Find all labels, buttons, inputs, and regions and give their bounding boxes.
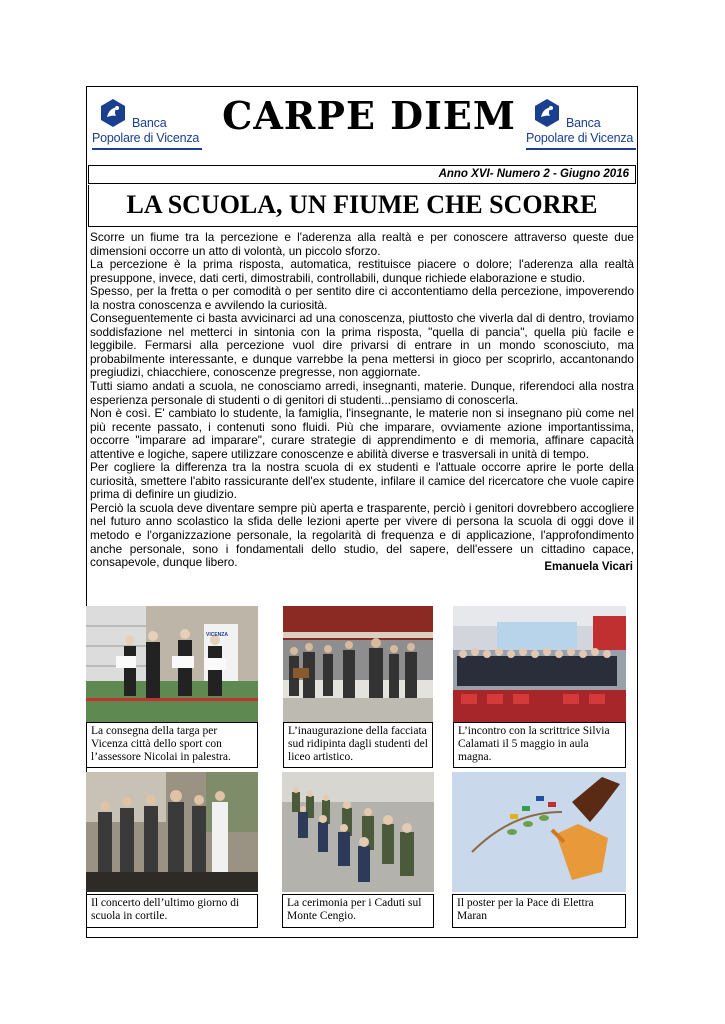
poster-text: VICENZA [206, 632, 228, 638]
issue-info: Anno XVI- Numero 2 - Giugno 2016 [88, 165, 636, 184]
newspaper-title: CARPE DIEM [222, 93, 516, 138]
photo-caption: Il poster per la Pace di Elettra Maran [452, 894, 626, 928]
logo-underline [92, 148, 202, 150]
photo-caption: L’inaugurazione della facciata sud ridipinta dagli studenti del liceo artistico. [283, 722, 433, 768]
article-author: Emanuela Vicari [544, 561, 633, 573]
article-paragraph: Per cogliere la differenza tra la nostra scuola di ex studenti e l'attuale occorre aprire le porte della curiosità, smettere l'abito rassicurante dell'ex studente, infilare il camice del ricercatore che vuole capire prima di definire un giudizio. [90, 460, 634, 502]
bank-emblem-icon [98, 98, 128, 128]
photo-facade-inauguration [283, 606, 433, 722]
photo-monte-cengio-ceremony [282, 772, 434, 892]
photo-peace-poster [452, 772, 626, 892]
photo-caption: L’incontro con la scrittrice Silvia Calamati il 5 maggio in aula magna. [453, 722, 626, 768]
logo-underline [526, 148, 636, 150]
bank-name-line2: Popolare di Vicenza [526, 131, 634, 145]
article-paragraph: Non è così. E' cambiato lo studente, la famiglia, l'insegnante, le materie non si insegnano più come nel più recente passato, i contenuti sono fluidi. Più che imparare, ovviamente azione importantissima, occorre "imparare ad imparare", curare strategie di apprendimento e di memoria, affinare capacità attentive e logiche, sapere utilizzare conoscenze e abilità diverse e trasversali in unità di tempo. [90, 406, 634, 461]
photo-writer-meeting [453, 606, 626, 722]
bank-name-line1: Banca [566, 116, 601, 130]
article-paragraph: Scorre un fiume tra la percezione e l'aderenza alla realtà e per conoscere attraverso queste due dimensioni occorre un atto di volontà, un piccolo sforzo. [90, 230, 634, 258]
bank-name-line1: Banca [132, 116, 167, 130]
article-body [90, 231, 634, 570]
bank-logo-right [526, 94, 636, 156]
article-paragraph: Conseguentemente ci basta avvicinarci ad una conoscenza, piuttosto che viverla dal di dentro, troviamo soddisfazione nel metterci in sintonia con la prima risposta, "quella di pancia", quella più facile e leggibile. Fermarsi alla percezione vuol dire privarsi di entrare in un mondo sconosciuto, ma probabilmente interessante, e dunque varrebbe la pena mettersi in gioco per scoprirlo, accantonando pregiudizi, chiacchiere, conoscenze pregresse, non aggiornate. [90, 311, 634, 380]
article-paragraph: Perciò la scuola deve diventare sempre più aperta e trasparente, perciò i genitori dovrebbero accogliere nel futuro anno scolastico la sfida delle lezioni aperte per vivere di persona la scuola di oggi dove il metodo e l'organizzazione personale, la regolarità di frequenza e di applicazione, l'approfondimento anche personale, sono i fondamentali dello studio, del sapere, dell'essere un cittadino capace, consapevole, dunque libero. [90, 500, 634, 570]
photo-caption: La consegna della targa per Vicenza città dello sport con l’assessore Nicolai in palestra. [86, 722, 258, 768]
article-headline: LA SCUOLA, UN FIUME CHE SCORRE [126, 190, 598, 219]
photo-caption: La cerimonia per i Caduti sul Monte Cengio. [282, 894, 434, 928]
article-paragraph: Tutti siamo andati a scuola, ne conosciamo arredi, insegnanti, materie. Dunque, riferendoci alla nostra esperienza personale di studenti o di genitori di studenti...pensiamo di conoscerla. [90, 379, 634, 407]
article-paragraph: Spesso, per la fretta o per comodità o per sentito dire ci accontentiamo della percezione, impoverendo la nostra conoscenza e avvilendo la curiosità. [90, 284, 634, 312]
bank-emblem-icon [532, 98, 562, 128]
photo-caption: Il concerto dell’ultimo giorno di scuola in cortile. [86, 894, 258, 928]
photo-concert [86, 772, 258, 892]
bank-name-line2: Popolare di Vicenza [92, 131, 200, 145]
article-paragraph: La percezione è la prima risposta, automatica, restituisce piacere o dolore; l'aderenza alla realtà presuppone, invece, dati certi, dimostrabili, controllabili, dunque richiede elaborazione e studio. [90, 257, 634, 285]
photo-gym-plaque [86, 606, 258, 722]
bank-logo-left [92, 94, 202, 156]
